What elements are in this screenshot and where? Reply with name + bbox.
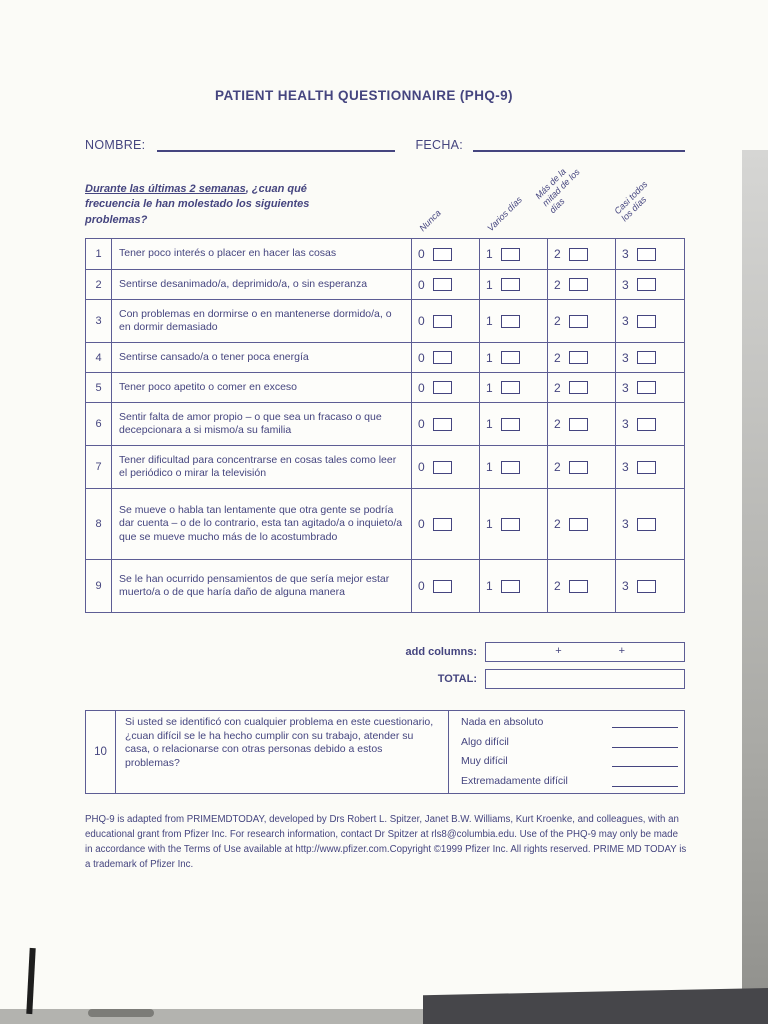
checkbox[interactable] — [433, 461, 452, 474]
column-header-casi-todos: Casi todos los días — [612, 179, 650, 224]
name-label: NOMBRE: — [85, 138, 146, 152]
name-input-line[interactable] — [157, 136, 395, 152]
plus-sign-1: + — [555, 645, 562, 657]
instruction-text — [85, 182, 420, 228]
answer-cell-2 — [547, 446, 615, 488]
scan-artifact-bottom-band — [0, 1009, 768, 1024]
question-text: Tener dificultad para concentrarse en cosas tales como leer el periódico o mirar la televisión — [119, 453, 397, 479]
checkbox[interactable] — [501, 248, 520, 261]
option-row — [461, 755, 678, 767]
question-text: Tener poco apetito o comer en exceso — [119, 380, 298, 393]
scale-value: 2 — [554, 417, 561, 431]
answer-cell-3 — [615, 343, 683, 372]
answer-cell-1 — [479, 300, 547, 342]
answer-cell-3 — [615, 560, 683, 612]
checkbox[interactable] — [501, 418, 520, 431]
add-columns-label: add columns: — [405, 646, 477, 658]
answer-cell-3 — [615, 239, 683, 269]
answer-cell-1 — [479, 560, 547, 612]
question-10-number: 10 — [86, 711, 116, 793]
answer-cell-3 — [615, 300, 683, 342]
checkbox[interactable] — [569, 580, 588, 593]
scale-value: 1 — [486, 247, 493, 261]
answer-cell-0 — [411, 343, 479, 372]
checkbox[interactable] — [501, 381, 520, 394]
checkbox[interactable] — [501, 278, 520, 291]
scale-value: 2 — [554, 517, 561, 531]
scale-value: 0 — [418, 277, 425, 292]
answer-cell-1 — [479, 446, 547, 488]
table-row — [86, 299, 684, 342]
checkbox[interactable] — [433, 418, 452, 431]
table-row — [86, 402, 684, 445]
checkbox[interactable] — [433, 278, 452, 291]
option-label: Extremadamente difícil — [461, 774, 568, 787]
answer-cell-1 — [479, 270, 547, 299]
copyright-footer: PHQ-9 is adapted from PRIMEMDTODAY, developed by Drs Robert L. Spitzer, Janet B.W. Williams, Kurt Kroenke, and colleagues, with an educational grant from Pfizer Inc. For research information, contact Dr Spitzer at rls8@columbia.edu. Use of the PHQ-9 may only be made in accordance with the Terms of Use available at http://www.pfizer.com.Copyright ©1999 Pfizer Inc. All rights reserved. PRIME MD TODAY is a trademark of Pfizer Inc. — [85, 814, 687, 871]
answer-cell-2 — [547, 343, 615, 372]
question-number: 3 — [86, 300, 112, 342]
checkbox[interactable] — [433, 381, 452, 394]
plus-sign-2: + — [618, 645, 626, 657]
scale-value: 0 — [418, 314, 425, 328]
question-number: 8 — [86, 489, 112, 559]
answer-cell-3 — [615, 270, 683, 299]
scale-value: 1 — [486, 579, 493, 593]
scan-artifact-smudge — [88, 1009, 154, 1017]
checkbox[interactable] — [569, 381, 588, 394]
answer-cell-0 — [411, 373, 479, 402]
checkbox[interactable] — [433, 518, 452, 531]
answer-cell-2 — [547, 373, 615, 402]
form-title: PATIENT HEALTH QUESTIONNAIRE (PHQ-9) — [215, 88, 513, 103]
checkbox[interactable] — [501, 461, 520, 474]
question-number: 6 — [86, 403, 112, 445]
scale-value: 1 — [486, 460, 493, 474]
add-columns-row — [85, 642, 685, 662]
checkbox[interactable] — [569, 461, 588, 474]
scale-value: 0 — [418, 579, 425, 593]
scan-artifact-right-edge — [742, 150, 768, 1024]
option-label: Algo difícil — [461, 735, 509, 748]
scale-value: 2 — [554, 460, 561, 474]
column-header-varios-dias: Varios días — [485, 194, 524, 234]
question-text: Se mueve o habla tan lentamente que otra gente se podría dar cuenta – o de lo contrario, esta tan agitado/a o inquieto/a que se mueve mucho más de lo acostumbrado — [119, 504, 403, 543]
scale-value: 1 — [486, 350, 493, 365]
answer-cell-2 — [547, 270, 615, 299]
question-number: 5 — [86, 373, 112, 402]
question-number: 1 — [86, 239, 112, 269]
question-10-text: Si usted se identificó con cualquier problema en este cuestionario, ¿cuan difícil se le ha hecho cumplir con su trabajo, atender su casa, o relacionarse con otras personas debido a estos problemas? — [125, 716, 434, 769]
table-row — [86, 269, 684, 299]
table-row — [86, 372, 684, 402]
checkbox[interactable] — [501, 351, 520, 364]
scale-value: 1 — [486, 277, 493, 292]
answer-cell-0 — [411, 403, 479, 445]
scale-value: 1 — [486, 417, 493, 431]
checkbox[interactable] — [501, 580, 520, 593]
checkbox[interactable] — [433, 315, 452, 328]
scale-value: 3 — [622, 460, 629, 474]
scale-value: 2 — [554, 579, 561, 593]
scale-value: 3 — [622, 579, 629, 593]
answer-cell-2 — [547, 300, 615, 342]
date-label: FECHA: — [415, 138, 464, 152]
total-box[interactable] — [485, 669, 685, 689]
question-text: Tener poco interés o placer en hacer las cosas — [119, 247, 337, 260]
scale-value: 3 — [622, 417, 629, 431]
scale-value: 3 — [622, 247, 629, 261]
question-text: Sentirse cansado/a o tener poca energía — [119, 350, 309, 363]
table-row — [86, 239, 684, 269]
answer-cell-1 — [479, 239, 547, 269]
instruction-line2: frecuencia le han molestado los siguientes — [85, 198, 310, 211]
table-row — [86, 559, 684, 612]
checkbox[interactable] — [569, 315, 588, 328]
checkbox[interactable] — [637, 381, 656, 394]
checkbox[interactable] — [637, 278, 656, 291]
scale-value: 1 — [486, 314, 493, 328]
scale-value: 3 — [622, 517, 629, 531]
scan-artifact-left-bar — [26, 948, 35, 1014]
answer-cell-2 — [547, 489, 615, 559]
checkbox[interactable] — [433, 580, 452, 593]
option-answer-line[interactable] — [612, 717, 678, 728]
option-answer-line[interactable] — [612, 776, 678, 787]
checkbox[interactable] — [569, 418, 588, 431]
answer-cell-0 — [411, 300, 479, 342]
answer-cell-1 — [479, 403, 547, 445]
scale-value: 1 — [486, 517, 493, 531]
checkbox[interactable] — [637, 518, 656, 531]
scale-value: 3 — [622, 380, 629, 395]
scale-value: 0 — [418, 417, 425, 431]
checkbox[interactable] — [637, 580, 656, 593]
answer-cell-3 — [615, 403, 683, 445]
option-label: Muy difícil — [461, 755, 508, 768]
total-label: TOTAL: — [437, 673, 477, 685]
option-row — [461, 736, 678, 748]
scale-value: 3 — [622, 314, 629, 328]
answer-cell-3 — [615, 489, 683, 559]
answer-cell-2 — [547, 239, 615, 269]
question-text: Con problemas en dormirse o en mantenerse dormido/a, o en dormir demasiado — [119, 307, 392, 333]
question-number: 2 — [86, 270, 112, 299]
scale-value: 2 — [554, 314, 561, 328]
checkbox[interactable] — [569, 351, 588, 364]
column-header-mas-de-la-mitad: Más de la mitad de los días — [533, 166, 582, 216]
scale-value: 3 — [622, 350, 629, 365]
scale-value: 1 — [486, 380, 493, 395]
option-label: Nada en absoluto — [461, 716, 544, 728]
table-row — [86, 488, 684, 559]
question-10-options — [448, 711, 684, 793]
question-10-box — [85, 710, 685, 794]
scale-value: 2 — [554, 350, 561, 365]
scale-value: 0 — [418, 460, 425, 474]
answer-cell-0 — [411, 446, 479, 488]
checkbox[interactable] — [501, 315, 520, 328]
checkbox[interactable] — [637, 351, 656, 364]
answer-cell-2 — [547, 403, 615, 445]
question-table-body — [85, 238, 685, 613]
checkbox[interactable] — [637, 248, 656, 261]
checkbox[interactable] — [569, 518, 588, 531]
checkbox[interactable] — [433, 351, 452, 364]
answer-cell-3 — [615, 446, 683, 488]
answer-cell-0 — [411, 239, 479, 269]
table-row — [86, 445, 684, 488]
option-answer-line[interactable] — [612, 737, 678, 748]
name-date-row — [85, 136, 685, 152]
answer-cell-3 — [615, 373, 683, 402]
checkbox[interactable] — [433, 248, 452, 261]
table-row — [86, 342, 684, 372]
add-columns-box[interactable] — [485, 642, 685, 662]
scale-value: 0 — [418, 380, 425, 395]
question-text: Se le han ocurrido pensamientos de que sería mejor estar muerto/a o de que haría daño de alguna manera — [119, 572, 390, 598]
checkbox[interactable] — [569, 278, 588, 291]
option-answer-line[interactable] — [612, 756, 678, 767]
instruction-line3: problemas? — [85, 213, 148, 226]
total-row — [85, 669, 685, 689]
question-text: Sentirse desanimado/a, deprimido/a, o sin esperanza — [119, 277, 368, 290]
answer-cell-2 — [547, 560, 615, 612]
answer-cell-0 — [411, 560, 479, 612]
checkbox[interactable] — [637, 418, 656, 431]
column-header-nunca: Nunca — [417, 207, 443, 234]
instruction-underlined: Durante las últimas 2 semanas — [85, 183, 246, 195]
answer-cell-1 — [479, 489, 547, 559]
checkbox[interactable] — [569, 248, 588, 261]
checkbox[interactable] — [637, 315, 656, 328]
option-row — [461, 775, 678, 787]
scale-value: 0 — [418, 517, 425, 531]
answer-cell-0 — [411, 489, 479, 559]
instruction-line1-rest: , ¿cuan qué — [245, 183, 307, 195]
column-headers — [409, 158, 685, 238]
scale-value: 0 — [418, 247, 425, 261]
answer-cell-0 — [411, 270, 479, 299]
answer-cell-1 — [479, 373, 547, 402]
question-number: 4 — [86, 343, 112, 372]
scan-artifact-bottom-right-blob — [423, 988, 768, 1024]
scale-value: 2 — [554, 380, 561, 395]
question-number: 9 — [86, 560, 112, 612]
answer-cell-1 — [479, 343, 547, 372]
scale-value: 3 — [622, 277, 629, 292]
scale-value: 2 — [554, 277, 561, 292]
scale-value: 2 — [554, 247, 561, 261]
checkbox[interactable] — [637, 461, 656, 474]
option-row — [461, 716, 678, 728]
date-input-line[interactable] — [473, 136, 685, 152]
question-text: Sentir falta de amor propio – o que sea un fracaso o que decepcionara a si mismo/a su familia — [119, 410, 382, 436]
question-number: 7 — [86, 446, 112, 488]
checkbox[interactable] — [501, 518, 520, 531]
scale-value: 0 — [418, 350, 425, 365]
